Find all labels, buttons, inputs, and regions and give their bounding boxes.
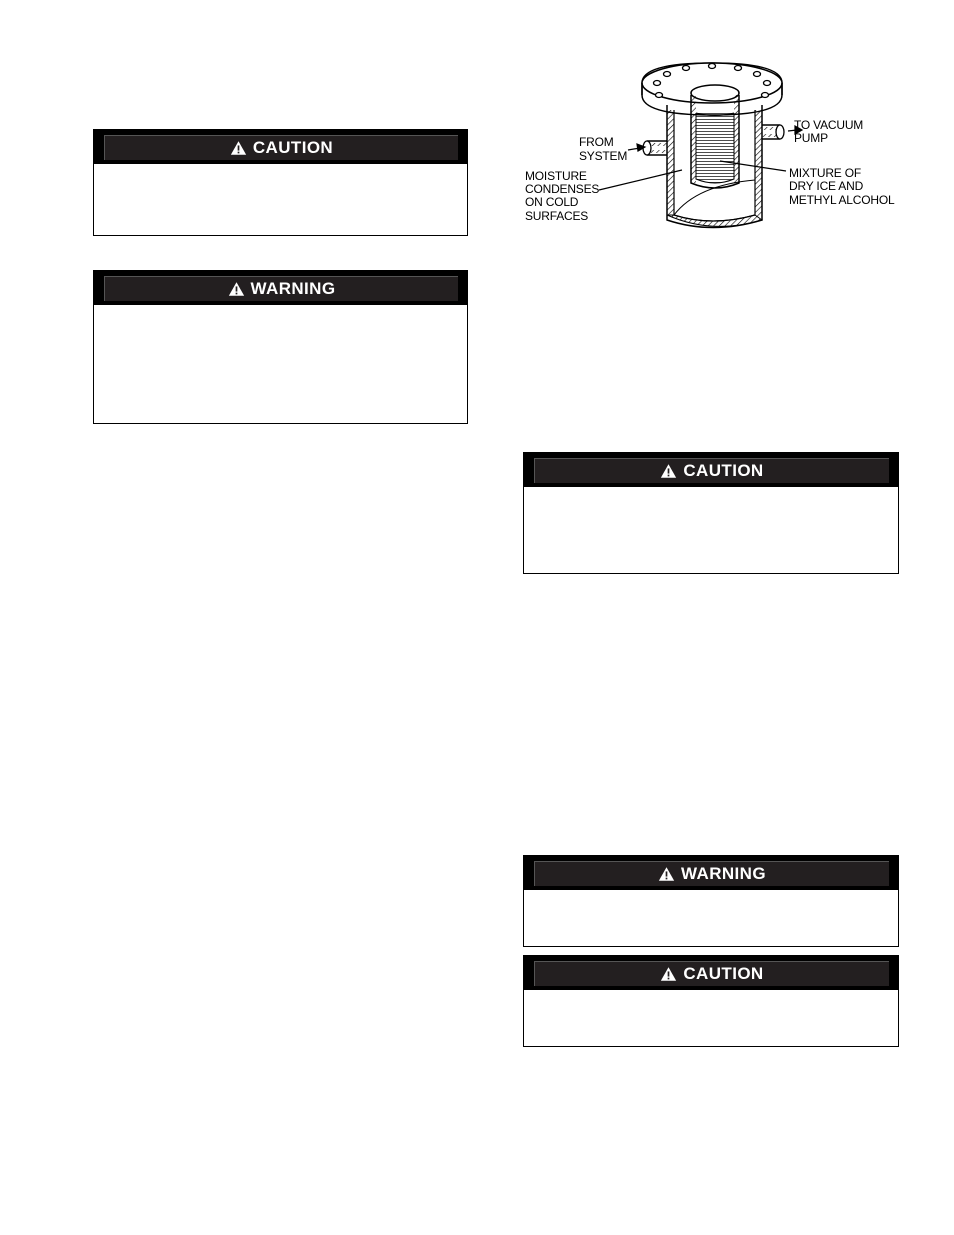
warning-header [524,856,898,890]
caution-box [523,452,899,574]
mixture-label: METHYL ALCOHOL [789,193,895,207]
caution-header [94,130,467,164]
caution-box [93,129,468,236]
warning-header [94,271,467,305]
outlet-pipe [762,125,784,139]
from-system-label: FROM [579,135,614,149]
caution-label: CAUTION [683,461,764,480]
caution-label: CAUTION [252,138,334,157]
warning-triangle-icon [228,281,245,297]
moisture-label: SURFACES [525,209,589,223]
caution-header [524,453,898,487]
caution-label: CAUTION [683,964,764,983]
flange [642,63,782,115]
caution-header [524,956,898,990]
warning-label: WARNING [681,864,766,883]
moisture-label: MOISTURE [525,169,587,183]
warning-label: WARNING [250,279,336,298]
warning-triangle-icon [230,140,247,156]
moisture-label: ON COLD [525,195,579,209]
from-system-label: SYSTEM [579,149,628,163]
to-vacuum-pump-label: TO VACUUM [794,118,864,132]
mixture-label: DRY ICE AND [789,179,864,193]
moisture-label: CONDENSES [525,182,600,196]
warning-box [93,270,468,424]
caution-box [523,955,899,1047]
inlet-pipe [643,141,667,155]
warning-triangle-icon [660,463,677,479]
mixture-label: MIXTURE OF [789,166,861,180]
cold-trap-diagram [522,55,902,235]
warning-triangle-icon [660,966,677,982]
warning-box [523,855,899,947]
warning-triangle-icon [658,866,675,882]
to-vacuum-pump-label: PUMP [794,131,828,145]
